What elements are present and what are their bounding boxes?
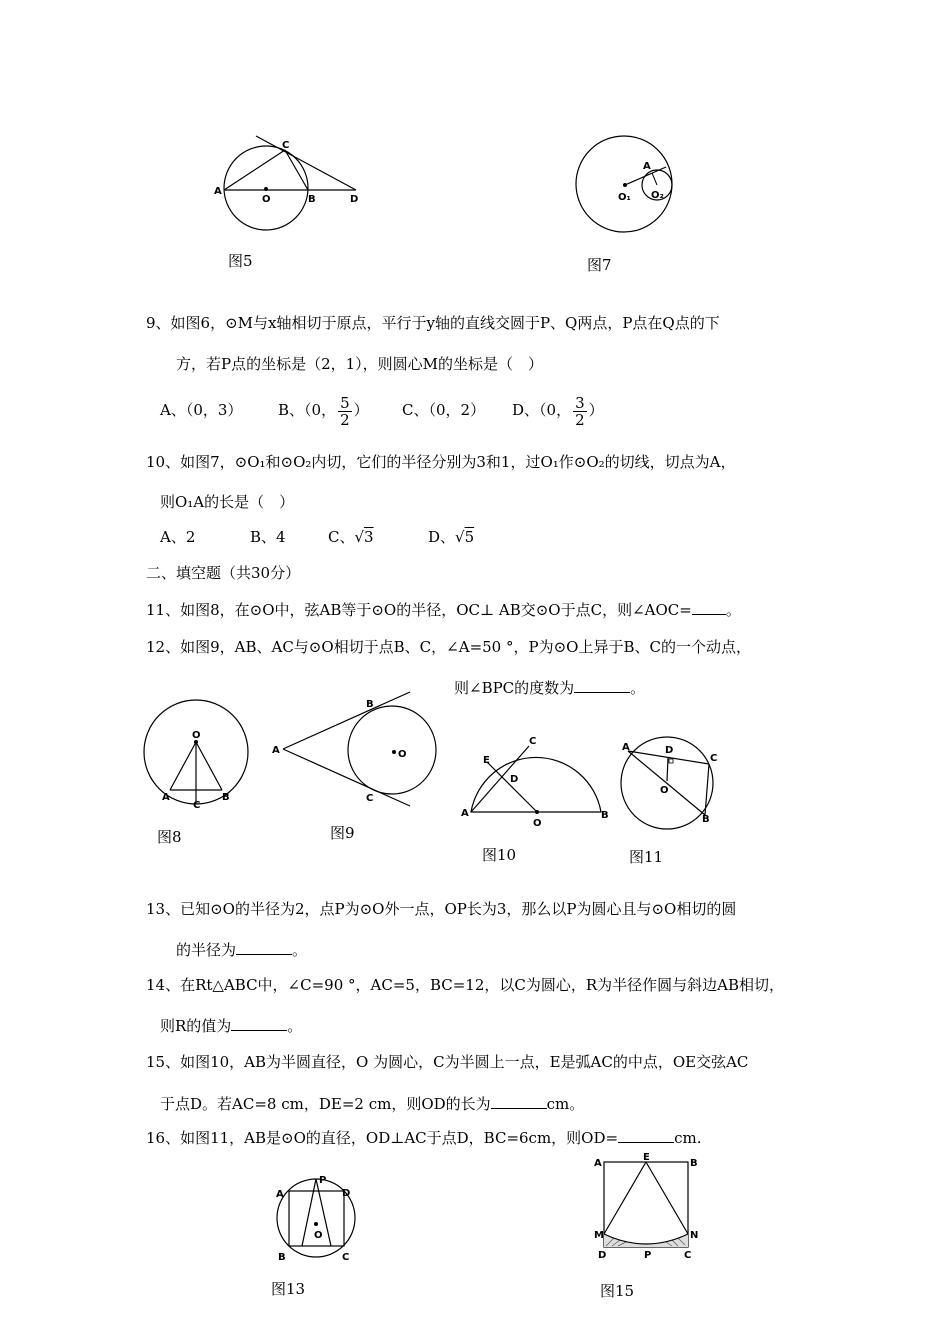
figure-13 [270,1170,360,1265]
fig10-label-a: A [461,808,469,819]
fig8-label-o: O [192,730,201,741]
q13-line-1: 13、已知⊙O的半径为2，点P为⊙O外一点，OP长为3，那么以P为圆心且与⊙O相切的圆 [146,900,737,918]
q9-option-b-suffix: ） [353,401,369,419]
q13-answer-blank[interactable] [236,940,292,955]
figure-9-caption: 图9 [330,824,355,842]
q9-option-d-den: 2 [575,410,585,429]
q10-option-c [328,527,374,547]
fig8-label-a: A [162,792,170,803]
figure-8-caption: 图8 [157,828,182,846]
fig7-label-o2: O₂ [651,190,664,201]
q12-end: 。 [630,679,646,697]
fig7-label-o1: O₁ [618,192,631,203]
fig10-label-d: D [510,774,519,785]
q16-text: 16、如图11，AB是⊙O的直径，OD⊥AC于点D，BC=6cm，则OD= [146,1129,619,1147]
fig10-label-o: O [533,818,542,829]
fig10-label-c: C [529,736,537,747]
figure-15-caption: 图15 [600,1282,635,1300]
q11-text: 11、如图8，在⊙O中，弦AB等于⊙O的半径，OC⊥ AB交⊙O于点C，则∠AOC= [146,601,692,619]
fig13-label-p: P [319,1175,327,1186]
q9-option-d-prefix: D、（0， [512,401,572,419]
q14-text: 则R的值为 [160,1017,232,1035]
q11-answer-blank[interactable] [692,600,726,615]
section-2-heading: 二、填空题（共30分） [146,564,301,582]
q11-end: 。 [725,601,741,619]
q10-option-b: B、4 [250,528,286,546]
q9-option-c: C、（0，2） [402,401,486,419]
fig9-label-c: C [366,793,374,804]
figure-13-caption: 图13 [271,1280,306,1298]
q14-answer-blank[interactable] [231,1016,287,1031]
fig11-label-o: O [660,785,669,796]
q10-option-c-radicand: 3 [364,528,374,546]
fig15-label-d: D [598,1250,607,1261]
q15-line-1: 15、如图10，AB为半圆直径，O 为圆心，C为半圆上一点，E是弧AC的中点，OE交弦AC [146,1053,749,1071]
q16 [146,1128,701,1148]
q9-option-b-den: 2 [340,410,350,429]
q15-answer-blank[interactable] [491,1094,547,1109]
fig13-label-b: B [278,1252,286,1263]
figure-11 [612,738,727,838]
fig8-label-c: C [193,800,201,811]
q12-answer-blank[interactable] [574,678,630,693]
fig5-label-d: D [350,194,359,205]
q9-option-b-prefix: B、（0， [278,401,337,419]
q15-text: 于点D。若AC=8 cm，DE=2 cm，则OD的长为 [160,1095,491,1113]
q10-option-c-prefix: C、√ [328,528,365,546]
q11 [146,600,741,620]
q12-line-1: 12、如图9，AB、AC与⊙O相切于点B、C，∠A=50 °，P为⊙O上异于B、C的一个动点， [146,638,751,656]
q16-end: cm. [674,1129,702,1147]
figure-9 [268,690,443,810]
fig10-label-b: B [601,810,609,821]
fig13-label-a: A [276,1189,284,1200]
fig15-label-m: M [594,1230,604,1241]
q10-option-d-radicand: 5 [464,528,475,546]
q13-text: 的半径为 [176,941,237,959]
q9-line-1: 9、如图6，⊙M与x轴相切于原点，平行于y轴的直线交圆于P、Q两点，P点在Q点的下 [146,314,720,332]
fig11-label-b: B [702,814,710,825]
q10-line-2: 则O₁A的长是（ ） [160,493,295,511]
q10-option-d [428,527,474,547]
q9-option-d-num: 3 [575,393,585,412]
q9-option-b-num: 5 [340,393,350,412]
fig15-label-a: A [594,1158,602,1169]
fig5-label-o: O [262,194,271,205]
q15-line-2 [160,1094,584,1114]
figure-7-caption: 图7 [587,256,612,274]
figure-10 [455,732,620,832]
fig8-label-b: B [222,792,230,803]
fig11-label-c: C [710,753,718,764]
q12-text: 则∠BPC的度数为 [454,679,575,697]
fig15-label-c: C [684,1250,692,1261]
fig5-label-a: A [214,186,222,197]
fig7-label-a: A [643,161,651,172]
fig15-label-p: P [644,1250,652,1261]
figure-7 [570,132,680,242]
q10-line-1: 10、如图7，⊙O₁和⊙O₂内切，它们的半径分别为3和1，过O₁作⊙O₂的切线，切点为A， [146,453,736,471]
fig13-label-o: O [314,1230,323,1241]
fig11-label-d: D [665,745,674,756]
q9-option-b-fraction [338,395,352,428]
figure-5-caption: 图5 [228,252,253,270]
q9-option-b [278,390,369,430]
fig9-label-o: O [398,749,407,760]
q14-end: 。 [287,1017,303,1035]
figure-11-caption: 图11 [629,848,664,866]
fig5-label-b: B [308,194,316,205]
q12-line-2 [454,678,645,698]
fig15-label-e: E [643,1152,650,1163]
fig13-label-d: D [342,1188,351,1199]
fig10-label-e: E [483,755,490,766]
q9-option-a: A、（0，3） [160,401,243,419]
fig15-label-b: B [690,1158,698,1169]
q9-option-d-fraction [573,395,587,428]
figure-5 [210,130,370,220]
fig9-label-b: B [366,699,374,710]
fig11-label-a: A [622,742,630,753]
q14-line-2 [160,1016,302,1036]
q16-answer-blank[interactable] [618,1128,674,1143]
fig5-label-c: C [282,140,290,151]
q9-option-d [512,390,604,430]
figure-8 [140,694,255,814]
q14-line-1: 14、在Rt△ABC中，∠C=90 °，AC=5，BC=12，以C为圆心，R为半径作圆与斜边AB相切， [146,976,785,994]
figure-15 [590,1150,700,1265]
figure-10-caption: 图10 [482,846,517,864]
q10-option-d-prefix: D、√ [428,528,465,546]
q9-option-d-suffix: ） [588,401,604,419]
q10-option-a: A、2 [160,528,196,546]
q15-end: cm。 [546,1095,585,1113]
q13-end: 。 [292,941,308,959]
fig13-label-c: C [342,1252,350,1263]
q13-line-2 [176,940,307,960]
q9-line-2: 方，若P点的坐标是（2，1），则圆心M的坐标是（ ） [176,355,544,373]
fig15-label-n: N [690,1230,699,1241]
fig9-label-a: A [272,745,280,756]
